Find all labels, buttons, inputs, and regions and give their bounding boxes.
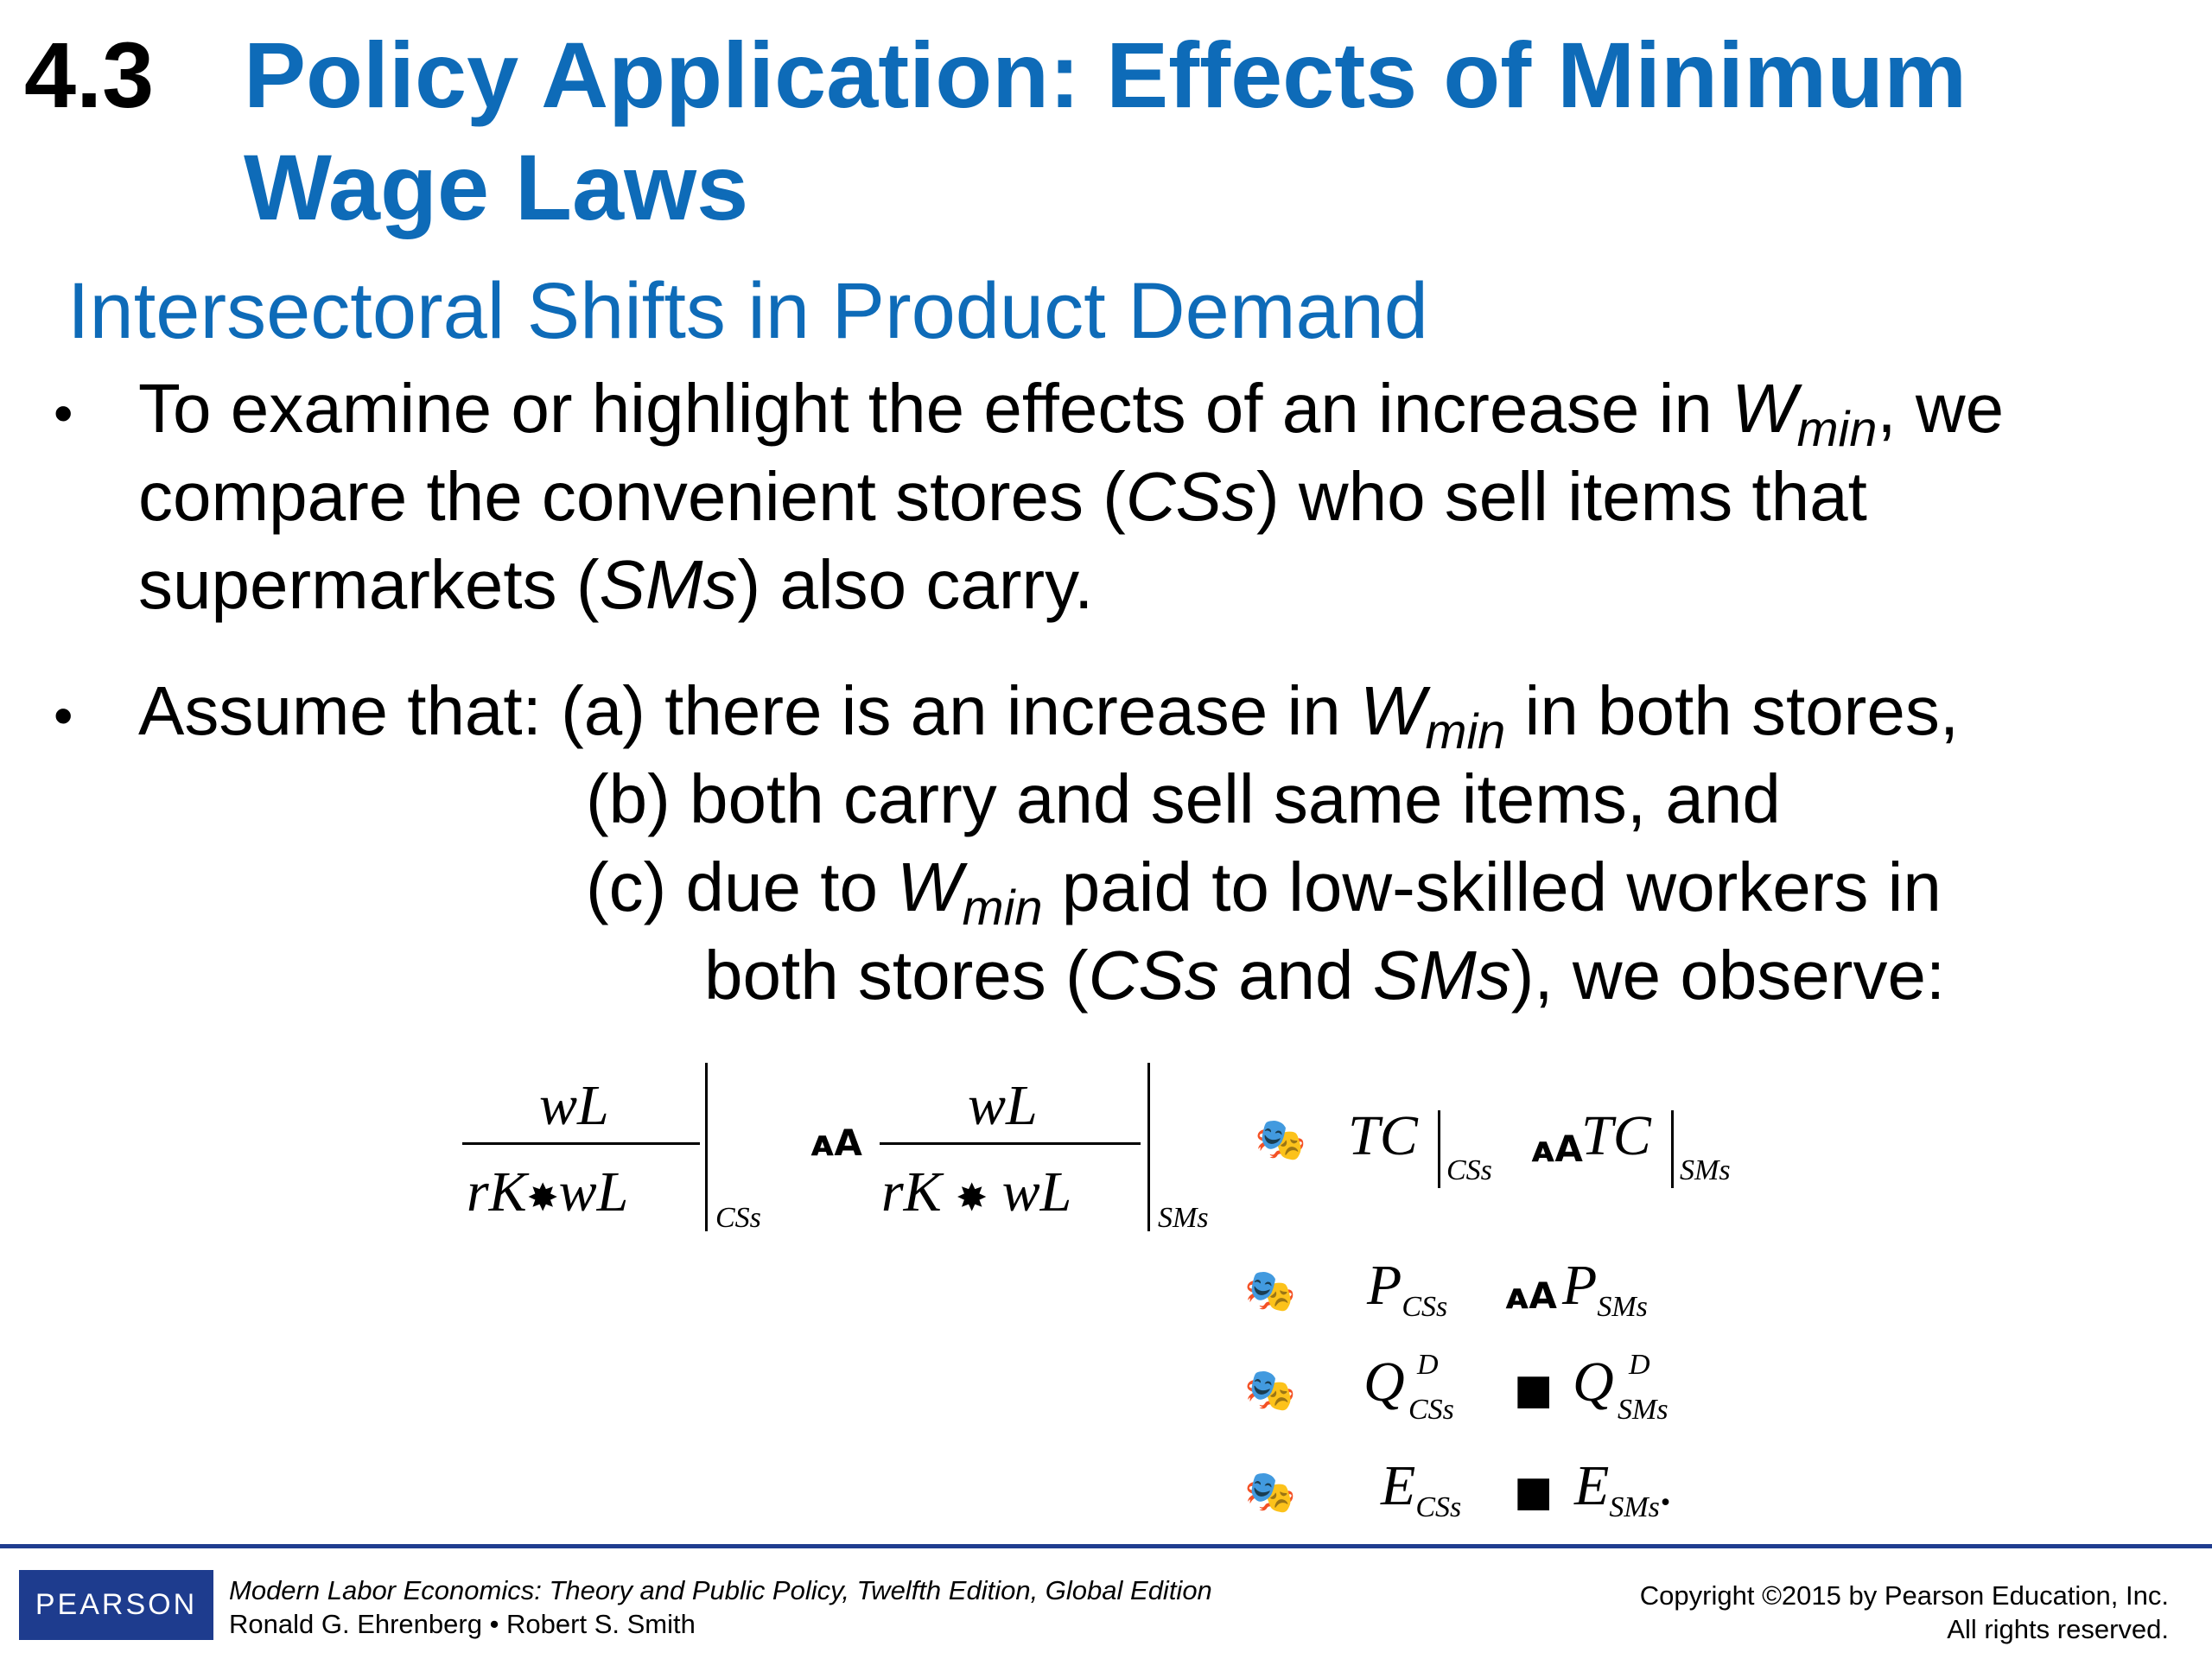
bullet-marker-1: • <box>54 382 73 444</box>
p-sms-symbol <box>1562 1251 1648 1325</box>
fraction-2-denominator <box>881 1158 1071 1226</box>
p-letter: P <box>1562 1254 1598 1317</box>
footer-book-title: Modern Labor Economics: Theory and Public Policy, Twelfth Edition, Global Edition <box>229 1575 1212 1605</box>
sms-subscript: SMs <box>1609 1491 1660 1524</box>
sms-subscript: SMs <box>1597 1291 1648 1324</box>
bullet-2-line-b: (b) both carry and sell same items, and <box>586 760 1781 837</box>
e-letter: E <box>1381 1454 1416 1517</box>
text: in both stores, <box>1505 672 1960 749</box>
text: , we <box>1877 370 2005 447</box>
tc-sms-bar <box>1671 1110 1674 1188</box>
tc-sms-symbol: TC <box>1581 1104 1651 1167</box>
comparison-glyph: ᴀA <box>810 1122 862 1164</box>
text: To examine or highlight the effects of an increase in <box>138 370 1732 447</box>
footer-rule <box>0 1544 2212 1548</box>
e-letter: E <box>1574 1454 1610 1517</box>
slide-subtitle: Intersectoral Shifts in Product Demand <box>67 267 1428 355</box>
fraction-1-numerator: wL <box>539 1074 609 1137</box>
wl-term: wL <box>558 1160 629 1224</box>
e-css-symbol <box>1381 1452 1461 1526</box>
wl-term: wL <box>1001 1160 1072 1224</box>
q-css-superscript: D <box>1417 1349 1439 1381</box>
text: paid to low-skilled workers in <box>1042 849 1942 925</box>
evaluation-bar-2 <box>1147 1063 1150 1231</box>
min-subscript: min <box>962 880 1043 937</box>
e-sms-symbol <box>1574 1452 1674 1526</box>
evaluation-bar-1 <box>705 1063 708 1231</box>
min-subscript: min <box>1796 402 1878 458</box>
bullet-2-line-c <box>586 846 1942 938</box>
implies-icon: 🎭 <box>1244 1366 1296 1414</box>
fraction-2-bar <box>880 1142 1141 1145</box>
bullet-marker-2: • <box>54 684 73 747</box>
footer-authors: Ronald G. Ehrenberg • Robert S. Smith <box>229 1609 696 1639</box>
bullet-2-line-d <box>704 934 1945 1017</box>
pearson-logo: PEARSON <box>19 1570 213 1640</box>
slide-title-line1: Policy Application: Effects of Minimum <box>244 22 1967 127</box>
evaluation-subscript-sms: SMs <box>1158 1202 1209 1234</box>
w-symbol: W <box>897 849 963 925</box>
rk-term: rK <box>881 1160 942 1224</box>
w-symbol: W <box>1732 370 1797 447</box>
rk-term: rK <box>467 1160 527 1224</box>
css-subscript: CSs <box>1402 1291 1448 1324</box>
bullet-1-line-3 <box>138 543 1093 626</box>
min-subscript: min <box>1425 704 1506 760</box>
tc-css-subscript: CSs <box>1446 1154 1492 1186</box>
period: . <box>1659 1454 1675 1517</box>
section-number: 4.3 <box>24 22 155 127</box>
css-subscript: CSs <box>1415 1491 1462 1524</box>
p-letter: P <box>1367 1254 1402 1317</box>
fraction-1-bar <box>462 1142 700 1145</box>
bullet-1-line-2 <box>138 455 1867 538</box>
w-symbol: W <box>1359 672 1426 749</box>
q-css-symbol: Q <box>1363 1351 1405 1414</box>
text: supermarkets ( <box>138 546 600 623</box>
comparison-glyph: ᴀA <box>1505 1274 1557 1317</box>
slide-title-line2: Wage Laws <box>244 134 749 239</box>
text: ), we observe: <box>1510 937 1946 1014</box>
q-sms-subscript: SMs <box>1618 1394 1669 1426</box>
bullet-1-line-1 <box>138 367 2004 460</box>
text: compare the convenient stores ( <box>138 458 1126 535</box>
text: and <box>1218 937 1373 1014</box>
text: ) also carry. <box>737 546 1094 623</box>
comparison-glyph: ᴀA <box>1531 1128 1583 1170</box>
q-css-subscript: CSs <box>1408 1394 1454 1426</box>
implies-icon: 🎭 <box>1244 1267 1296 1315</box>
tc-sms-subscript: SMs <box>1680 1154 1731 1186</box>
implies-icon: 🎭 <box>1255 1116 1306 1164</box>
q-sms-symbol: Q <box>1573 1351 1614 1414</box>
plus-glyph: ✸ <box>956 1176 988 1220</box>
text: both stores ( <box>704 937 1089 1014</box>
tc-css-symbol: TC <box>1348 1104 1418 1167</box>
fraction-1-denominator <box>467 1158 628 1226</box>
q-sms-superscript: D <box>1629 1349 1650 1381</box>
sms-term: SMs <box>1372 937 1511 1014</box>
plus-glyph: ✸ <box>526 1176 559 1220</box>
text: (c) due to <box>586 849 898 925</box>
p-css-symbol <box>1367 1251 1447 1325</box>
footer-copyright: Copyright ©2015 by Pearson Education, Inc. <box>1639 1580 2169 1611</box>
fraction-2-numerator: wL <box>968 1074 1038 1137</box>
footer-rights: All rights reserved. <box>1947 1614 2169 1644</box>
slide-title <box>244 19 1967 243</box>
tc-css-bar <box>1438 1110 1440 1188</box>
text: Assume that: (a) there is an increase in <box>138 672 1360 749</box>
implies-icon: 🎭 <box>1244 1468 1296 1516</box>
css-term: CSs <box>1125 458 1256 535</box>
bullet-2-line-a <box>138 670 1959 762</box>
evaluation-subscript-css: CSs <box>715 1202 761 1234</box>
comparison-square: ■ <box>1514 1467 1554 1516</box>
comparison-square: ■ <box>1514 1365 1554 1414</box>
sms-term: SMs <box>599 546 738 623</box>
text: ) who sell items that <box>1255 458 1867 535</box>
css-term: CSs <box>1088 937 1219 1014</box>
